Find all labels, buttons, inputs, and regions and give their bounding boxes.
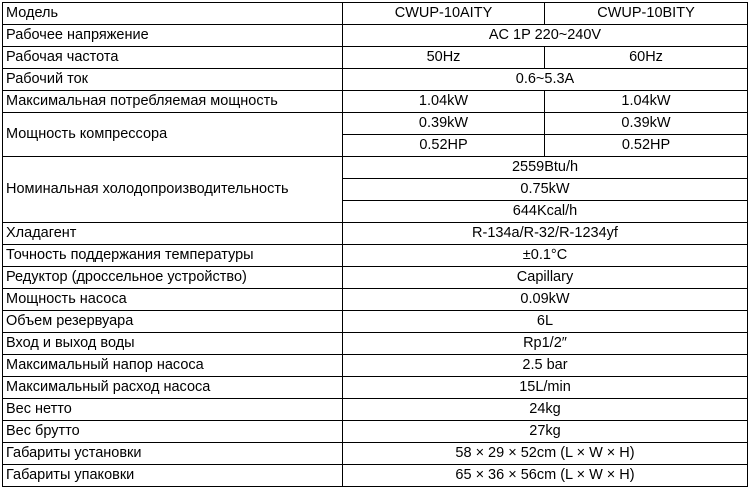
- gross-weight-value: 27kg: [343, 421, 748, 443]
- package-dims-value: 65 × 36 × 56cm (L × W × H): [343, 465, 748, 487]
- table-row: [3, 113, 748, 135]
- pump-flow-value: 15L/min: [343, 377, 748, 399]
- max-power-b: 1.04kW: [545, 91, 748, 113]
- compressor-label: Мощность компрессора: [3, 113, 343, 157]
- cooling-kcal: 644Kcal/h: [343, 201, 748, 223]
- table-row: [3, 355, 748, 377]
- table-row: [3, 289, 748, 311]
- table-row: [3, 267, 748, 289]
- table-row: [3, 311, 748, 333]
- pump-power-value: 0.09kW: [343, 289, 748, 311]
- frequency-label: Рабочая частота: [3, 47, 343, 69]
- table-row: [3, 69, 748, 91]
- current-value: 0.6~5.3A: [343, 69, 748, 91]
- frequency-b: 60Hz: [545, 47, 748, 69]
- water-io-label: Вход и выход воды: [3, 333, 343, 355]
- refrigerant-label: Хладагент: [3, 223, 343, 245]
- package-dims-label: Габариты упаковки: [3, 465, 343, 487]
- compressor-kw-a: 0.39kW: [343, 113, 545, 135]
- model-a: CWUP-10AITY: [343, 3, 545, 25]
- table-row: [3, 223, 748, 245]
- table-row: [3, 245, 748, 267]
- temp-accuracy-value: ±0.1°C: [343, 245, 748, 267]
- water-io-value: Rp1/2″: [343, 333, 748, 355]
- table-row: [3, 399, 748, 421]
- compressor-hp-b: 0.52HP: [545, 135, 748, 157]
- table-row: [3, 443, 748, 465]
- voltage-value: AC 1P 220~240V: [343, 25, 748, 47]
- cooling-kw: 0.75kW: [343, 179, 748, 201]
- cooling-btu: 2559Btu/h: [343, 157, 748, 179]
- compressor-hp-a: 0.52HP: [343, 135, 545, 157]
- max-power-label: Максимальная потребляемая мощность: [3, 91, 343, 113]
- voltage-label: Рабочее напряжение: [3, 25, 343, 47]
- model-label: Модель: [3, 3, 343, 25]
- temp-accuracy-label: Точность поддержания температуры: [3, 245, 343, 267]
- current-label: Рабочий ток: [3, 69, 343, 91]
- pump-head-label: Максимальный напор насоса: [3, 355, 343, 377]
- gross-weight-label: Вес брутто: [3, 421, 343, 443]
- tank-label: Объем резервуара: [3, 311, 343, 333]
- table-row: [3, 465, 748, 487]
- table-row: [3, 47, 748, 69]
- reducer-label: Редуктор (дроссельное устройство): [3, 267, 343, 289]
- table-row: [3, 333, 748, 355]
- table-row: [3, 421, 748, 443]
- frequency-a: 50Hz: [343, 47, 545, 69]
- spec-table: [2, 2, 748, 487]
- net-weight-value: 24kg: [343, 399, 748, 421]
- max-power-a: 1.04kW: [343, 91, 545, 113]
- table-row: [3, 377, 748, 399]
- pump-power-label: Мощность насоса: [3, 289, 343, 311]
- table-row: [3, 25, 748, 47]
- tank-value: 6L: [343, 311, 748, 333]
- refrigerant-value: R-134a/R-32/R-1234yf: [343, 223, 748, 245]
- unit-dims-label: Габариты установки: [3, 443, 343, 465]
- compressor-kw-b: 0.39kW: [545, 113, 748, 135]
- reducer-value: Capillary: [343, 267, 748, 289]
- pump-head-value: 2.5 bar: [343, 355, 748, 377]
- net-weight-label: Вес нетто: [3, 399, 343, 421]
- table-row: [3, 3, 748, 25]
- table-row: [3, 91, 748, 113]
- table-row: [3, 157, 748, 179]
- pump-flow-label: Максимальный расход насоса: [3, 377, 343, 399]
- unit-dims-value: 58 × 29 × 52cm (L × W × H): [343, 443, 748, 465]
- cooling-label: Номинальная холодопроизводительность: [3, 157, 343, 223]
- model-b: CWUP-10BITY: [545, 3, 748, 25]
